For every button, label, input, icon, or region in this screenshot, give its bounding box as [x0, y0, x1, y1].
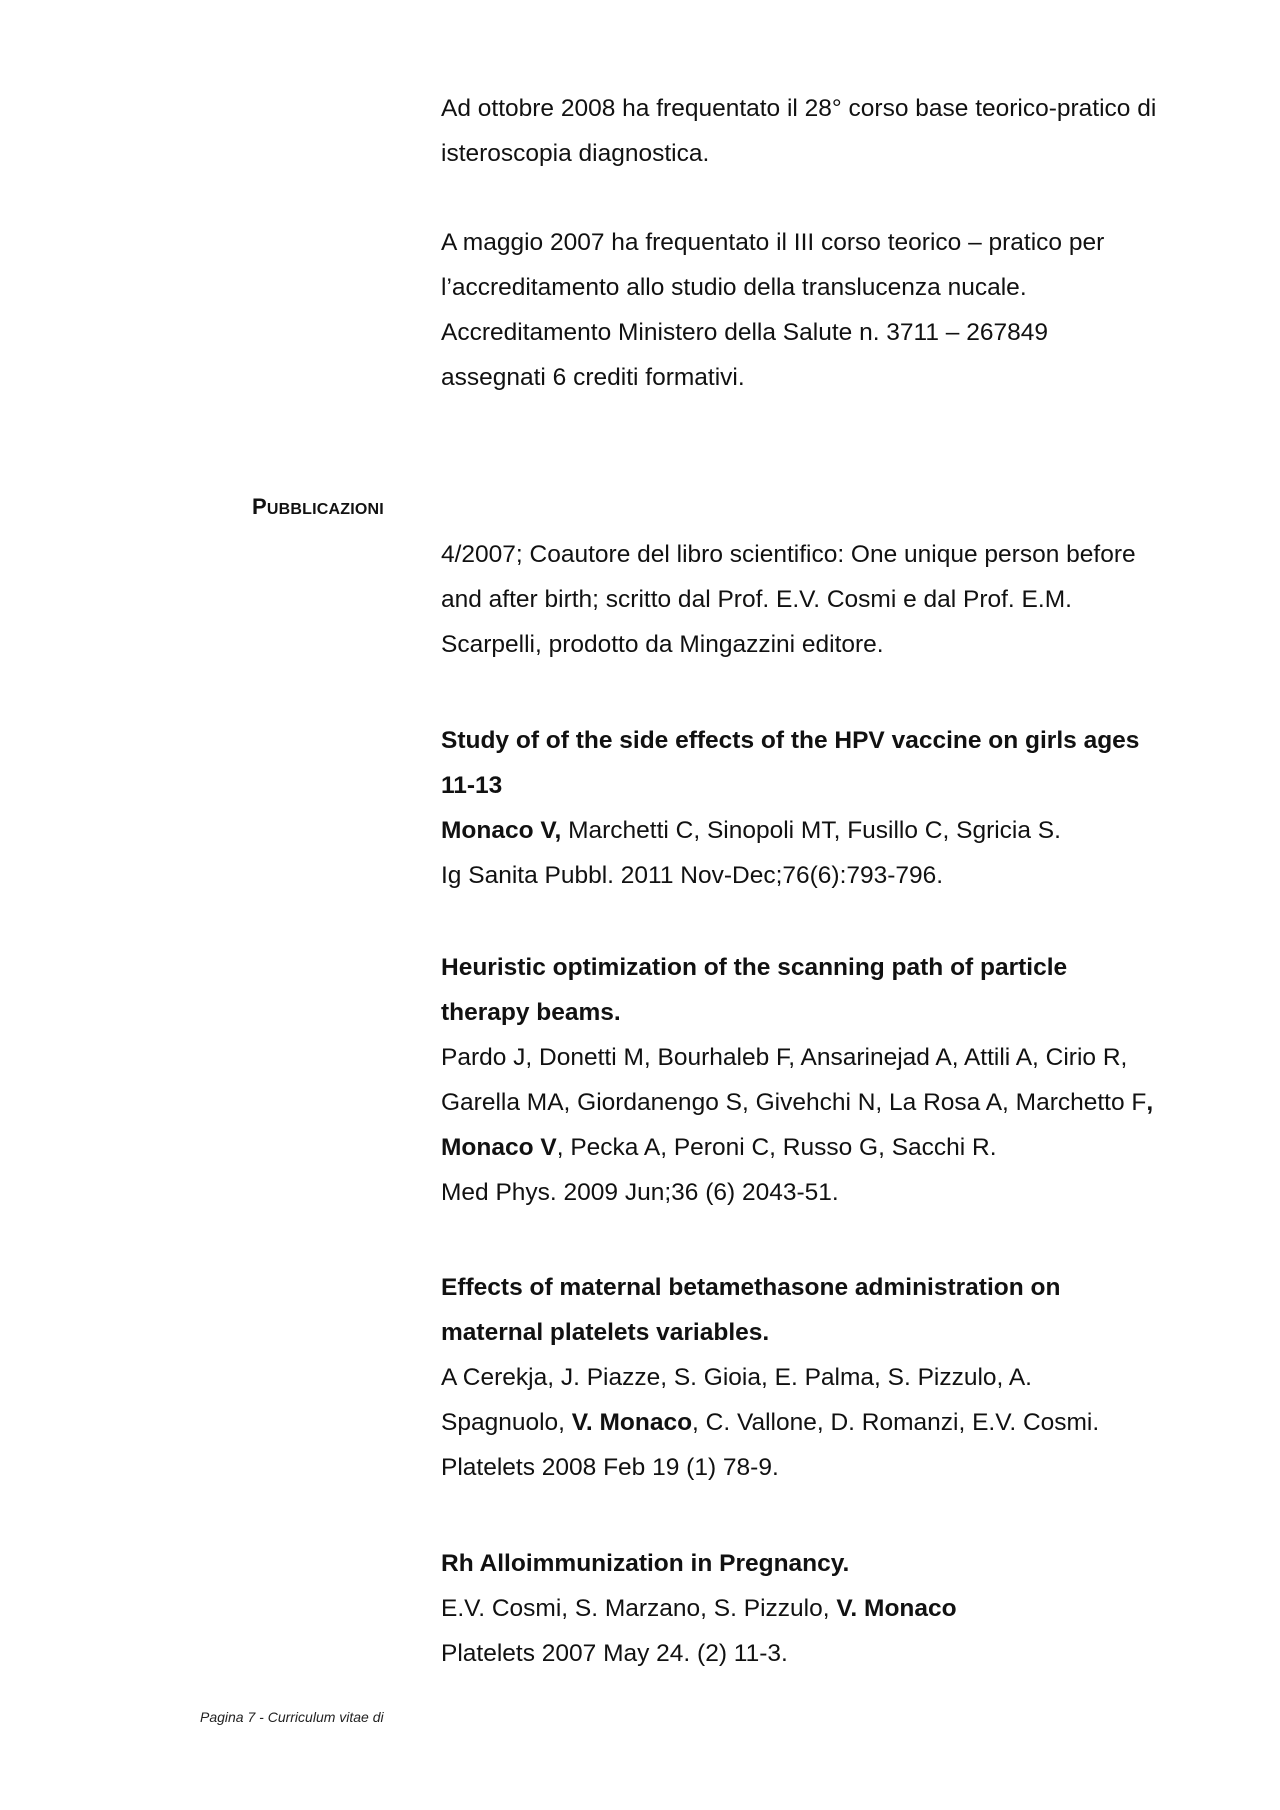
publication-journal: Med Phys. 2009 Jun;36 (6) 2043-51.	[441, 1179, 839, 1206]
course-entry	[441, 86, 1221, 176]
publication-authors	[441, 1400, 1221, 1445]
book-line: 4/2007; Coautore del libro scientifico: One unique person before	[441, 541, 1136, 568]
section-heading-initial: P	[252, 494, 267, 519]
publication-title: Effects of maternal betamethasone administration on	[441, 1274, 1061, 1301]
publication-title: Study of of the side effects of the HPV vaccine on girls ages	[441, 727, 1140, 754]
section-heading-pubblicazioni	[252, 492, 384, 525]
author-highlight: Monaco V	[441, 1134, 557, 1161]
book-line: and after birth; scritto dal Prof. E.V. Cosmi e dal Prof. E.M.	[441, 586, 1072, 613]
publication-entry	[441, 1541, 1221, 1676]
publication-authors	[441, 808, 1221, 853]
course-line: A maggio 2007 ha frequentato il III corso teorico – pratico per	[441, 229, 1105, 256]
publication-authors: A Cerekja, J. Piazze, S. Gioia, E. Palma, S. Pizzulo, A.	[441, 1364, 1032, 1391]
publication-journal: Platelets 2007 May 24. (2) 11-3.	[441, 1640, 788, 1667]
author-highlight: Monaco V,	[441, 817, 562, 844]
section-heading-rest: UBBLICAZIONI	[266, 501, 384, 518]
publication-entry	[441, 1265, 1221, 1490]
publication-entry	[441, 718, 1221, 898]
publication-authors	[441, 1080, 1221, 1125]
publication-authors	[441, 1125, 1221, 1170]
course-line: l’accreditamento allo studio della translucenza nucale.	[441, 274, 1027, 301]
publication-title: therapy beams.	[441, 999, 621, 1026]
author-list: , C. Vallone, D. Romanzi, E.V. Cosmi.	[692, 1409, 1100, 1436]
publication-title: Rh Alloimmunization in Pregnancy.	[441, 1550, 850, 1577]
publication-authors	[441, 1586, 1221, 1631]
author-list: Spagnuolo,	[441, 1409, 572, 1436]
publication-title: maternal platelets variables.	[441, 1319, 770, 1346]
publication-title: 11-13	[441, 772, 503, 799]
publication-title: Heuristic optimization of the scanning path of particle	[441, 954, 1068, 981]
course-line: isteroscopia diagnostica.	[441, 140, 710, 167]
author-highlight: V. Monaco	[571, 1409, 693, 1436]
author-list: , Pecka A, Peroni C, Russo G, Sacchi R.	[556, 1134, 997, 1161]
book-line: Scarpelli, prodotto da Mingazzini editore.	[441, 631, 884, 658]
publication-entry	[441, 945, 1221, 1215]
book-entry	[441, 532, 1221, 667]
publication-journal: Platelets 2008 Feb 19 (1) 78-9.	[441, 1454, 779, 1481]
publication-journal: Ig Sanita Pubbl. 2011 Nov-Dec;76(6):793-796.	[441, 862, 944, 889]
author-list: E.V. Cosmi, S. Marzano, S. Pizzulo,	[441, 1595, 837, 1622]
publication-authors: Pardo J, Donetti M, Bourhaleb F, Ansarinejad A, Attili A, Cirio R,	[441, 1044, 1128, 1071]
author-highlight: V. Monaco	[836, 1595, 957, 1622]
course-entry	[441, 220, 1221, 400]
author-list: Marchetti C, Sinopoli MT, Fusillo C, Sgricia S.	[561, 817, 1061, 844]
course-line: assegnati 6 crediti formativi.	[441, 364, 745, 391]
course-line: Accreditamento Ministero della Salute n. 3711 – 267849	[441, 319, 1048, 346]
author-list: Garella MA, Giordanengo S, Givehchi N, La Rosa A, Marchetto F	[441, 1089, 1147, 1116]
page-footer: Pagina 7 - Curriculum vitae di	[200, 1709, 384, 1725]
author-comma: ,	[1146, 1089, 1154, 1116]
course-line: Ad ottobre 2008 ha frequentato il 28° corso base teorico-pratico di	[441, 95, 1157, 122]
